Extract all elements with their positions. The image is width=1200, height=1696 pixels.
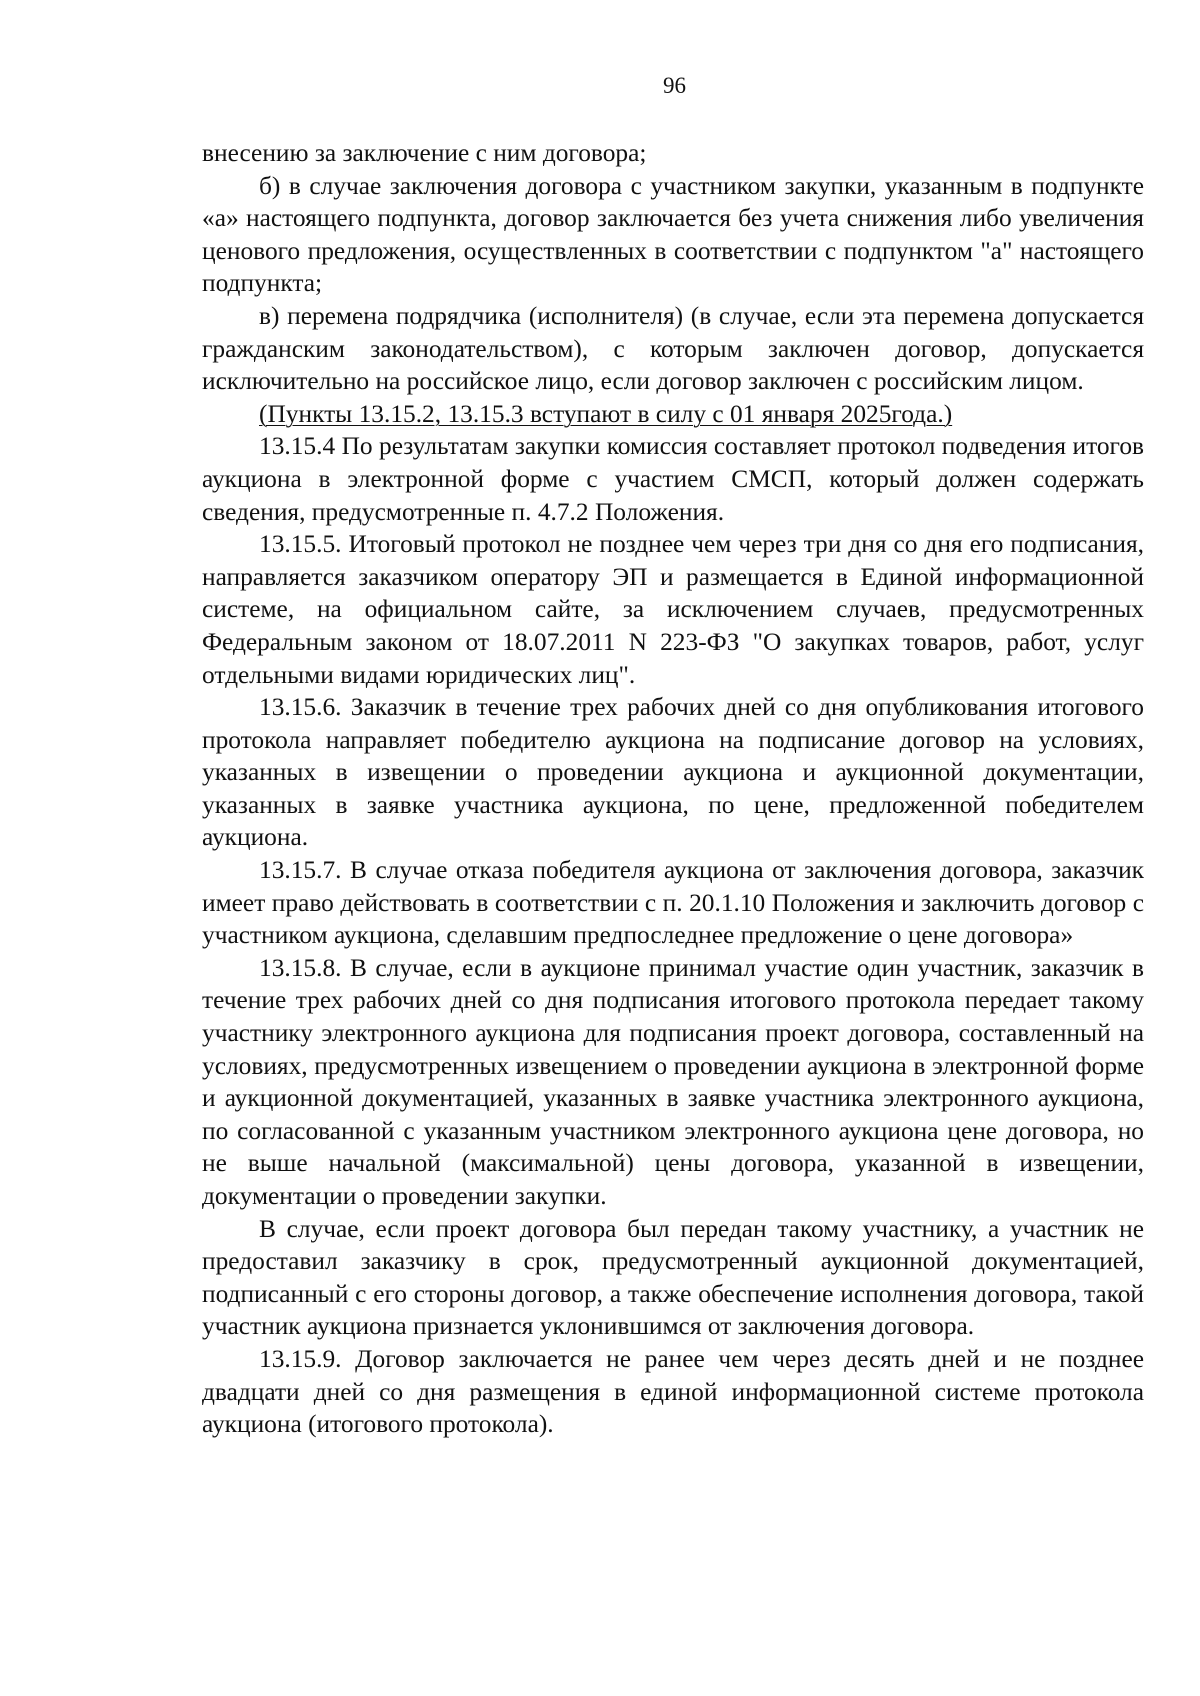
paragraph-13-15-6: 13.15.6. Заказчик в течение трех рабочих дней со дня опубликования итогового протокола направляет победителю аукциона на подписание договор на условиях, указанных в извещении о проведении аукциона и аукционной документации, указанных в заявке участника аукциона, по цене, предложенной победителем аукциона. (202, 693, 1144, 852)
paragraph-13-15-4: 13.15.4 По результатам закупки комиссия составляет протокол подведения итогов аукциона в электронной форме с участием СМСП, который должен содержать сведения, предусмотренные п. 4.7.2 Положения. (202, 432, 1144, 526)
effective-note-text: (Пункты 13.15.2, 13.15.3 вступают в силу с 01 января 2025года.) (259, 399, 953, 428)
paragraph-13-15-9: 13.15.9. Договор заключается не ранее чем через десять дней и не позднее двадцати дней со дня размещения в единой информационной системе протокола аукциона (итогового протокола). (202, 1344, 1144, 1439)
paragraph-13-15-8: 13.15.8. В случае, если в аукционе принимал участие один участник, заказчик в течение трех рабочих дней со дня подписания итогового протокола передает такому участнику электронного аукциона для подписания проект договора, составленный на условиях, предусмотренных извещением о проведении аукциона в электронной форме и аукционной документацией, указанных в заявке участника электронного аукциона, по согласованной с указанным участником электронного аукциона цене договора, но не выше начальной (максимальной) цены договора, указанной в извещении, документации о проведении закупки. (202, 953, 1144, 1210)
paragraph-evasion: В случае, если проект договора был передан такому участнику, а участник не предоставил заказчику в срок, предусмотренный аукционной документацией, подписанный с его стороны договор, а также обеспечение исполнения договора, такой участник аукциона признается уклонившимся от заключения договора. (202, 1214, 1144, 1341)
document-body (202, 137, 1144, 1441)
paragraph-13-15-7: 13.15.7. В случае отказа победителя аукциона от заключения договора, заказчик имеет право действовать в соответствии с п. 20.1.10 Положения и заключить договор с участником аукциона, сделавшим предпоследнее предложение о цене договора» (202, 856, 1144, 950)
paragraph-effective-note (202, 398, 1144, 431)
paragraph-subitem-v: в) перемена подрядчика (исполнителя) (в случае, если эта перемена допускается гражданским законодательством), с которым заключен договор, допускается исключительно на российское лицо, если договор заключен с российским лицом. (202, 301, 1144, 396)
paragraph-13-15-5: 13.15.5. Итоговый протокол не позднее чем через три дня со дня его подписания, направляется заказчиком оператору ЭП и размещается в Единой информационной системе, на официальном сайте, за исключением случаев, предусмотренных Федеральным законом от 18.07.2011 N 223-ФЗ "О закупках товаров, работ, услуг отдельными видами юридических лиц". (202, 530, 1144, 689)
paragraph-subitem-b: б) в случае заключения договора с участником закупки, указанным в подпункте «а» настоящего подпункта, договор заключается без учета снижения либо увеличения ценового предложения, осуществленных в соответствии с подпунктом "а" настоящего подпункта; (202, 171, 1144, 298)
page-number: 96 (663, 73, 686, 98)
paragraph-continuation: внесению за заключение с ним договора; (202, 139, 647, 167)
